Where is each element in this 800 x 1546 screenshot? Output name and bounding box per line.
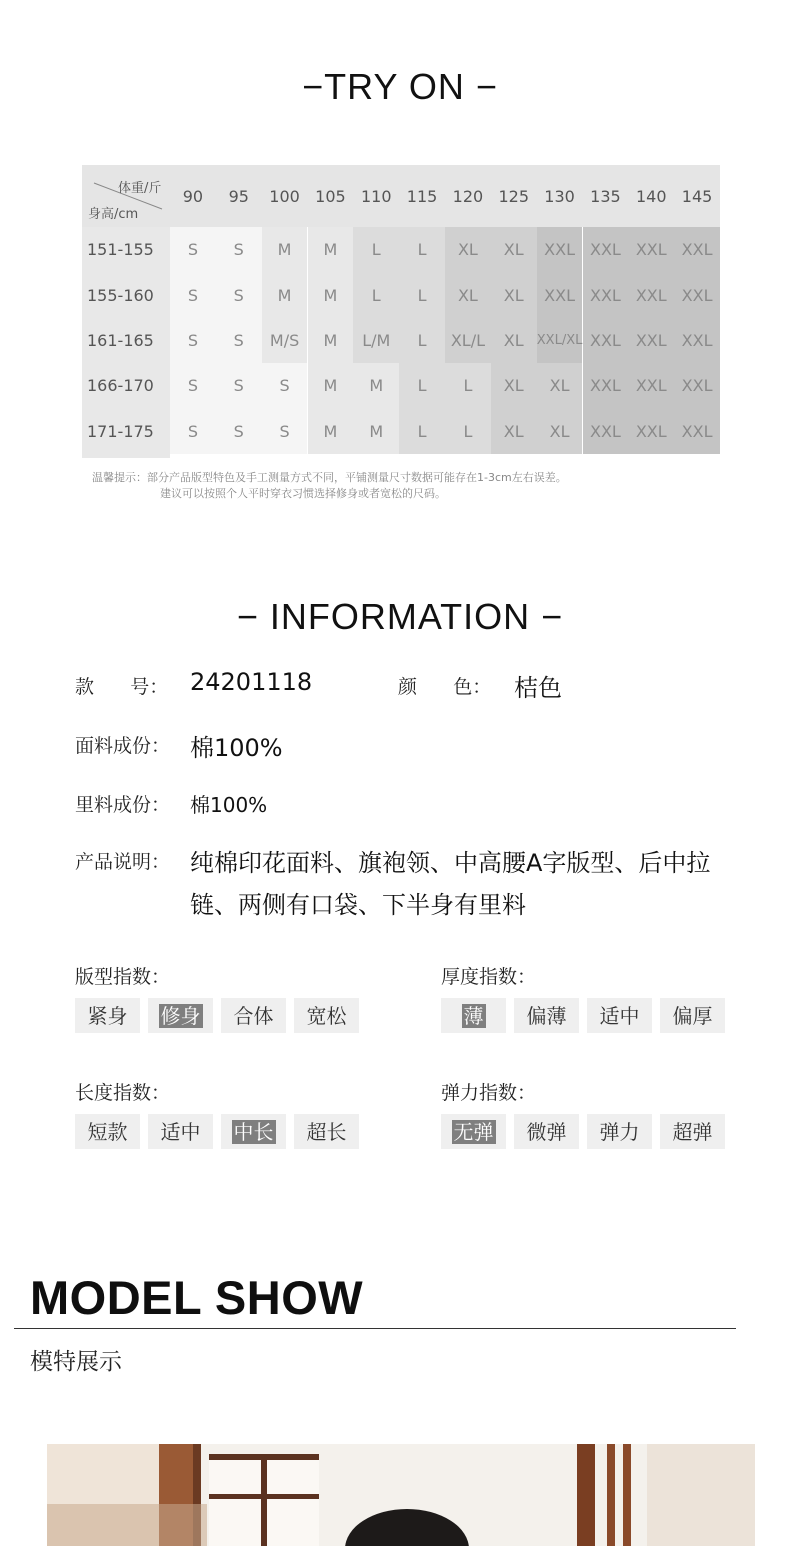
size-cell: XXL — [628, 409, 674, 454]
height-axis-label: 身高/cm — [88, 207, 139, 222]
elasticity-option — [587, 1114, 652, 1149]
size-cell: XL — [491, 318, 537, 363]
size-note-line-1: 温馨提示：部分产品版型特色及手工测量方式不同，平铺测量尺寸数据可能存在1-3cm左右误差。 — [92, 471, 567, 484]
size-cell: L — [445, 409, 491, 454]
size-cell: M/S — [262, 318, 308, 363]
size-cell: S — [216, 227, 262, 272]
model-show-title: MODEL SHOW — [30, 1271, 364, 1324]
weight-axis-label: 体重/斤 — [118, 181, 162, 196]
size-cell: S — [216, 272, 262, 317]
weight-header: 95 — [228, 186, 249, 206]
thickness-option — [660, 998, 725, 1033]
size-cell: XL — [445, 272, 491, 317]
model-photo — [47, 1444, 755, 1546]
size-cell: XXL — [674, 318, 720, 363]
weight-header: 140 — [635, 186, 667, 206]
fit-option — [148, 998, 213, 1033]
size-cell: S — [170, 409, 216, 454]
thickness-option-label: 偏厚 — [672, 1003, 713, 1028]
length-option-label: 短款 — [87, 1119, 128, 1144]
height-row-label: 166-170 — [87, 376, 154, 396]
weight-header: 120 — [452, 186, 484, 206]
weight-header: 115 — [406, 186, 438, 206]
weight-header: 135 — [590, 186, 621, 206]
elasticity-option-label: 超弹 — [672, 1119, 713, 1144]
fit-index-label: 版型指数： — [75, 966, 171, 988]
elasticity-option — [514, 1114, 579, 1149]
size-cell: XL — [445, 227, 491, 272]
size-cell: XL/L — [445, 318, 491, 363]
length-option-label: 中长 — [233, 1119, 274, 1144]
lining-value: 棉100% — [190, 793, 268, 817]
size-cell: S — [216, 318, 262, 363]
size-cell: XL — [491, 409, 537, 454]
size-cell: XL — [537, 409, 583, 454]
model-show-divider — [14, 1328, 736, 1329]
size-cell: L — [445, 363, 491, 408]
fit-option — [75, 998, 140, 1033]
size-cell: M — [262, 227, 308, 272]
length-option — [75, 1114, 140, 1149]
size-cell: XXL — [583, 318, 629, 363]
thickness-option — [441, 998, 506, 1033]
information-title: − INFORMATION − — [236, 596, 564, 637]
size-cell: M — [308, 227, 354, 272]
length-option-label: 适中 — [160, 1119, 201, 1144]
size-cell: L — [399, 318, 445, 363]
elasticity-option-label: 无弹 — [453, 1119, 494, 1144]
elasticity-option — [441, 1114, 506, 1149]
size-cell: M — [353, 363, 399, 408]
size-cell: XXL — [674, 363, 720, 408]
elasticity-option-label: 弹力 — [599, 1119, 640, 1144]
length-index-options — [75, 1114, 359, 1149]
fit-option — [221, 998, 286, 1033]
thickness-option-label: 偏薄 — [526, 1003, 567, 1028]
size-cell: S — [216, 363, 262, 408]
thickness-option-label: 薄 — [463, 1003, 484, 1028]
lining-label: 里料成份： — [75, 794, 171, 816]
size-cell: L — [353, 272, 399, 317]
size-cell: XXL — [537, 272, 583, 317]
fit-index-options — [75, 998, 359, 1033]
weight-header: 100 — [269, 186, 300, 206]
length-index-label: 长度指数： — [75, 1082, 171, 1104]
height-row-label: 151-155 — [87, 240, 154, 260]
size-cell: M — [308, 409, 354, 454]
size-cell: XXL — [583, 363, 629, 408]
height-row-label: 171-175 — [87, 421, 154, 441]
size-cell: XL — [491, 227, 537, 272]
length-option — [221, 1114, 286, 1149]
weight-header: 105 — [315, 186, 346, 206]
height-row-label: 161-165 — [87, 330, 154, 350]
size-cell: XL — [491, 272, 537, 317]
thickness-option-label: 适中 — [599, 1003, 640, 1028]
size-cell: M — [308, 363, 354, 408]
size-cell: XL — [491, 363, 537, 408]
elasticity-option-label: 微弹 — [526, 1119, 567, 1144]
style-number-value: 24201118 — [190, 668, 313, 696]
size-cell: L — [399, 409, 445, 454]
weight-header: 125 — [498, 186, 530, 206]
size-chart-table — [82, 165, 720, 458]
model-show-subtitle: 模特展示 — [30, 1349, 122, 1375]
size-cell: XXL — [628, 363, 674, 408]
size-cell: XXL — [583, 409, 629, 454]
size-cell: XXL — [674, 227, 720, 272]
fit-option-label: 修身 — [160, 1003, 201, 1028]
size-cell: XXL — [583, 227, 629, 272]
style-number-label: 款 号： — [75, 676, 169, 698]
height-row-label: 155-160 — [87, 285, 154, 305]
weight-header: 145 — [681, 186, 713, 206]
size-cell: S — [262, 363, 308, 408]
size-cell: M — [308, 318, 354, 363]
size-cell: S — [170, 227, 216, 272]
size-cell: XXL — [628, 318, 674, 363]
size-cell: S — [216, 409, 262, 454]
size-cell: M — [262, 272, 308, 317]
fit-option — [294, 998, 359, 1033]
color-value: 桔色 — [514, 674, 562, 702]
length-option — [294, 1114, 359, 1149]
size-cell: L — [399, 363, 445, 408]
fit-option-label: 合体 — [233, 1003, 274, 1028]
elasticity-index-options — [441, 1114, 725, 1149]
description-value: 纯棉印花面料、旗袍领、中高腰A字版型、后中拉链、两侧有口袋、下半身有里料 — [190, 849, 711, 919]
fit-option-label: 宽松 — [306, 1003, 347, 1028]
weight-header: 110 — [360, 186, 392, 206]
weight-header: 130 — [544, 186, 575, 206]
size-cell: S — [262, 409, 308, 454]
thickness-option — [514, 998, 579, 1033]
size-cell: M — [308, 272, 354, 317]
size-cell: L — [353, 227, 399, 272]
size-cell: XXL — [628, 227, 674, 272]
fabric-value: 棉100% — [190, 734, 283, 762]
size-cell: XXL — [628, 272, 674, 317]
size-cell: L — [399, 272, 445, 317]
size-cell: S — [170, 363, 216, 408]
fit-option-label: 紧身 — [87, 1003, 128, 1028]
size-cell: XXL — [583, 272, 629, 317]
size-cell: S — [170, 318, 216, 363]
color-label: 颜 色： — [398, 676, 492, 698]
size-cell: XXL/XL — [537, 318, 583, 363]
size-cell: XL — [537, 363, 583, 408]
size-cell: XXL — [674, 272, 720, 317]
weight-header: 90 — [182, 186, 204, 206]
description-label: 产品说明： — [75, 851, 171, 873]
thickness-index-label: 厚度指数： — [441, 966, 537, 988]
size-cell: L — [399, 227, 445, 272]
length-option-label: 超长 — [306, 1119, 347, 1144]
elasticity-option — [660, 1114, 725, 1149]
size-cell: M — [353, 409, 399, 454]
size-note — [92, 470, 567, 502]
size-cell: L/M — [353, 318, 399, 363]
size-cell: XXL — [537, 227, 583, 272]
size-cell: XXL — [674, 409, 720, 454]
thickness-option — [587, 998, 652, 1033]
elasticity-index-label: 弹力指数： — [441, 1082, 537, 1104]
length-option — [148, 1114, 213, 1149]
size-note-line-2: 建议可以按照个人平时穿衣习惯选择修身或者宽松的尺码。 — [160, 487, 446, 500]
size-cell: S — [170, 272, 216, 317]
try-on-title: −TRY ON − — [302, 66, 498, 107]
thickness-index-options — [441, 998, 725, 1033]
fabric-label: 面料成份： — [75, 735, 171, 757]
model-photo-image — [47, 1444, 755, 1546]
